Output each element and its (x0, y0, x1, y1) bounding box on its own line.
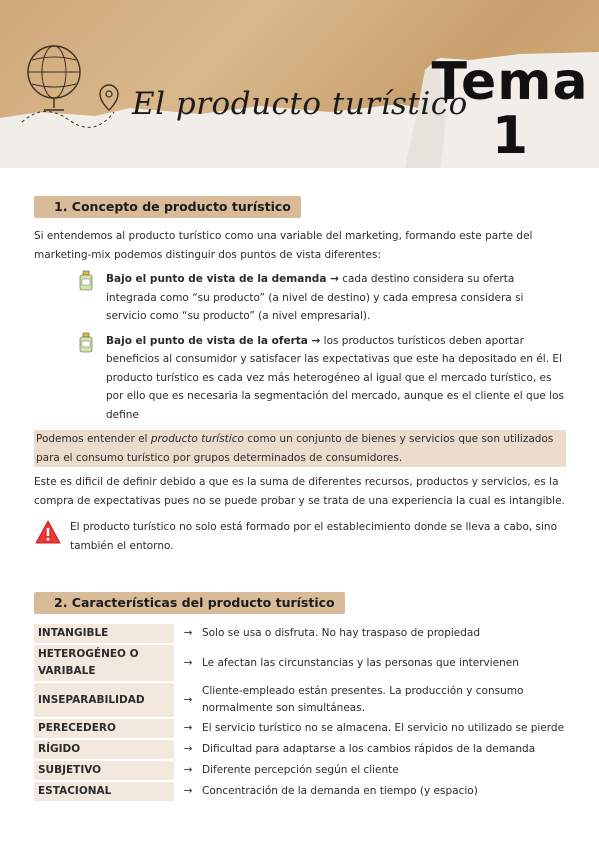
arrow-icon: → (183, 764, 193, 777)
section-heading-characteristics: 2. Características del producto turístico (34, 592, 345, 614)
bullet-supply-bold: Bajo el punto de vista de la oferta → (106, 334, 321, 347)
characteristic-description: El servicio turístico no se almacena. El servicio no utilizado se pierde (202, 722, 565, 734)
characteristic-term: INTANGIBLE (34, 624, 174, 643)
warning-icon (35, 520, 61, 544)
arrow-icon: → (183, 693, 193, 706)
section-heading-concept: 1. Concepto de producto turístico (34, 196, 301, 218)
characteristic-term: HETEROGÉNEO O VARIBALE (34, 645, 174, 681)
warning-note (34, 518, 566, 555)
characteristic-description: Cliente-empleado están presentes. La producción y consumo normalmente son simultáneas. (202, 685, 524, 714)
characteristic-term: SUBJETIVO (34, 761, 174, 780)
arrow-icon: → (183, 722, 193, 735)
characteristic-term: ESTACIONAL (34, 782, 174, 801)
table-row (34, 761, 566, 780)
table-row (34, 624, 566, 643)
warning-text: El producto turístico no solo está formado por el establecimiento donde se lleva a cabo, sino también el entorno. (70, 521, 558, 552)
characteristic-description: Le afectan las circunstancias y las personas que intervienen (202, 656, 519, 669)
bullet-demand-bold: Bajo el punto de vista de la demanda → (106, 273, 339, 285)
arrow-icon: → (183, 743, 193, 756)
definition-term: producto turístico (150, 433, 244, 445)
table-row (34, 645, 566, 681)
document-body (34, 196, 566, 803)
bullet-supply (106, 332, 566, 425)
characteristic-description: Dificultad para adaptarse a los cambios rápidos de la demanda (202, 743, 536, 755)
definition-post: como un conjunto de bienes y servicios que son utilizados para el consumo turístico por grupos determinados de consumidores. (36, 433, 554, 464)
bullet-demand-text: cada destino considera su oferta integrada como “su producto” (a nivel de destino) y cada empresa considera si servicio como “su producto” (a nivel empresarial). (106, 273, 524, 322)
globe-map-pin-icon (14, 32, 124, 142)
bottle-icon (76, 270, 96, 292)
topic-label: Tema (431, 52, 589, 112)
arrow-icon: → (183, 785, 193, 798)
characteristic-term: INSEPARABILIDAD (34, 683, 174, 717)
definition-highlight (34, 430, 566, 467)
bullet-supply-text: los productos turísticos deben aportar beneficios al consumidor y satisfacer las expectativas que este ha depositado en él. El producto turístico es cada vez más heterogéneo al igual que el mercado turístico, es por ello que es necesaria la segmentación del mercado, aunque es el cliente el que los define (106, 334, 564, 421)
explanation-paragraph: Este es dificil de definir debido a que es la suma de diferentes recursos, productos y servicios, es la compra de expectativas pues no se puede probar y se trata de una experiencia la cual es intangible. (34, 476, 565, 507)
arrow-icon: → (183, 627, 193, 640)
characteristic-term: PERECEDERO (34, 719, 174, 738)
topic-number: 1 (491, 106, 529, 166)
characteristic-term: RÍGIDO (34, 740, 174, 759)
bottle-icon (76, 332, 96, 354)
table-row (34, 719, 566, 738)
characteristics-table (34, 622, 566, 803)
table-row (34, 683, 566, 717)
page-title: El producto turístico (132, 86, 468, 122)
table-row (34, 782, 566, 801)
definition-pre: Podemos entender el (36, 433, 151, 445)
characteristic-description: Concentración de la demanda en tiempo (y espacio) (202, 785, 478, 797)
bullet-demand (106, 270, 566, 326)
header-banner (0, 0, 599, 168)
topic-badge (430, 50, 590, 168)
intro-paragraph: Si entendemos al producto turístico como una variable del marketing, formando este parte del marketing-mix podemos distinguir dos puntos de vista diferentes: (34, 230, 533, 261)
characteristic-description: Solo se usa o disfruta. No hay traspaso de propiedad (202, 627, 481, 639)
table-row (34, 740, 566, 759)
characteristic-description: Diferente percepción según el cliente (202, 764, 399, 776)
arrow-icon: → (183, 656, 193, 669)
